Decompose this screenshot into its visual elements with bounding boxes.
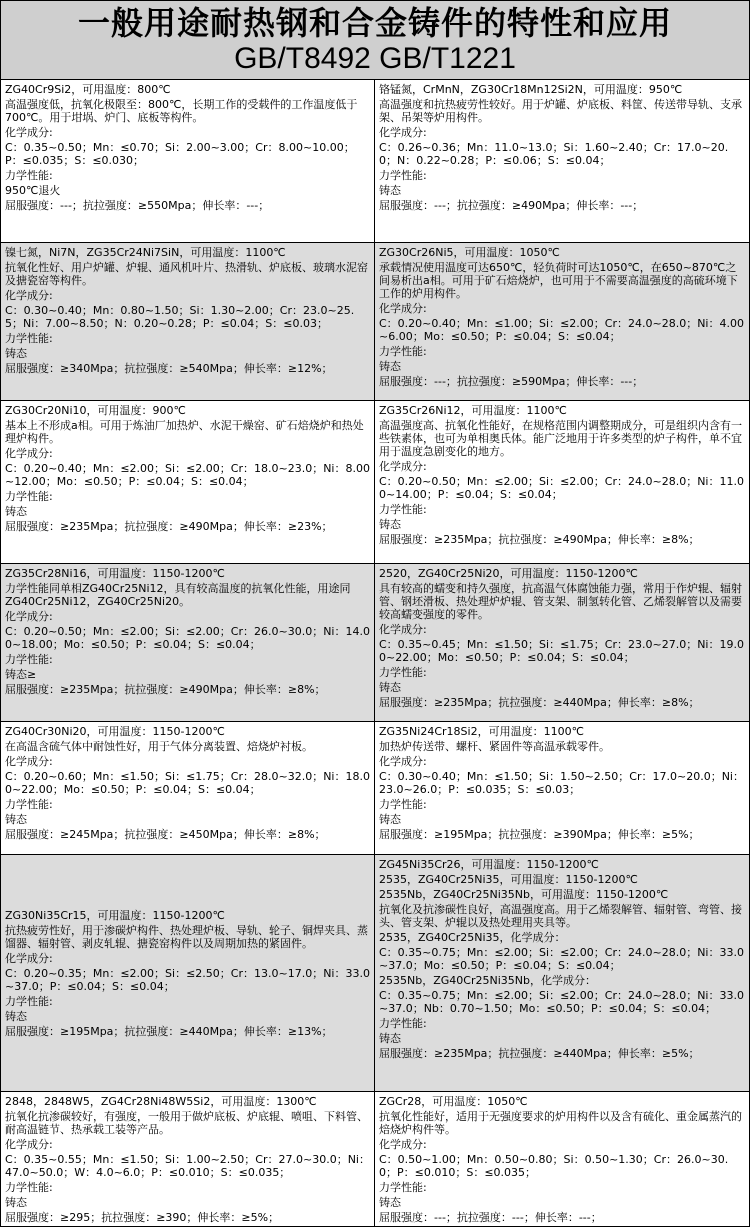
mech-properties: 屈服强度：≥235Mpa；抗拉强度：≥440Mpa；伸长率：≥5%； — [379, 1047, 700, 1060]
condition: 铸态≥ — [5, 668, 37, 681]
mech-properties: 屈服强度：≥235Mpa；抗拉强度：≥490Mpa；伸长率：≥8%； — [5, 683, 326, 696]
mech-properties: 屈服强度：---；抗拉强度：≥550Mpa；伸长率：---； — [5, 199, 270, 212]
alloy-cell — [1, 80, 375, 243]
chem-label: 化学成分: — [5, 610, 53, 623]
condition: 铸态 — [379, 1196, 401, 1209]
alloy-description: 高温强度高、抗氧化性能好，在规格范围内调整期成分，可是组织内含有一些铁素体，也可为单相奥氏体。能广泛地用于许多类型的炉子构件，单不宜用于温度急剧变化的地方。 — [379, 419, 742, 458]
mech-label: 力学性能: — [379, 503, 427, 516]
mech-properties: 屈服强度：≥295；抗拉强度：≥390；伸长率：≥5%； — [5, 1211, 280, 1224]
alloy-description: 力学性能同单相ZG40Cr25Ni12，具有较高温度的抗氧化性能，用途同ZG40Cr25Ni12，ZG40Cr25Ni20。 — [5, 582, 351, 608]
chem-label: 化学成分: — [379, 460, 427, 473]
standard-codes: GB/T8492 GB/T1221 — [234, 42, 516, 75]
alloy-cell — [1, 243, 375, 401]
header — [1, 1, 749, 80]
mech-properties: 屈服强度：≥235Mpa；抗拉强度：≥440Mpa；伸长率：≥8%； — [379, 696, 700, 709]
condition: 铸态 — [379, 813, 401, 826]
alloy-name: 2535Nb，ZG40Cr25Ni35Nb，可用温度：1150-1200℃ — [379, 888, 669, 901]
alloy-cell — [375, 243, 749, 401]
condition: 铸态 — [379, 1032, 401, 1045]
alloy-description: 高温强度和抗热疲劳性较好。用于炉罐、炉底板、料筐、传送带导轨、支承架、吊架等炉用构件。 — [379, 98, 742, 124]
chem-composition: C：0.20~0.40；Mn：≤1.00；Si：≤2.00；Cr：24.0~28.0；Ni：4.00~6.00；Mo：≤0.50；P：≤0.04；S：≤0.04； — [379, 317, 744, 343]
alloy-name: 2535，ZG40Cr25Ni35，可用温度：1150-1200℃ — [379, 873, 638, 886]
chem-composition: C：0.35~0.75；Mn：≤2.00；Si：≤2.00；Cr：24.0~28.0；Ni：33.0~37.0；Mo：≤0.50；P：≤0.04；S：≤0.04； — [379, 946, 744, 972]
chem-composition: C：0.20~0.35；Mn：≤2.00；Si：≤2.50；Cr：13.0~17.0；Ni：33.0~37.0；P：≤0.04；S：≤0.04； — [5, 966, 370, 993]
alloy-name: ZG40Cr9Si2，可用温度：800℃ — [5, 83, 171, 96]
alloy-cell — [1, 722, 375, 855]
condition: 950℃退火 — [5, 184, 61, 197]
condition: 铸态 — [5, 1196, 27, 1209]
alloy-name: 2848，2848W5，ZG4Cr28Ni48W5Si2，可用温度：1300℃ — [5, 1095, 317, 1108]
chem-composition: C：0.20~0.40；Mn：≤2.00；Si：≤2.00；Cr：18.0~23.0；Ni：8.00~12.00；Mo：≤0.50；P：≤0.04；S：≤0.04； — [5, 462, 370, 488]
chem-label: 化学成分: — [5, 126, 53, 139]
alloy-name: ZG30Cr20Ni10，可用温度：900℃ — [5, 404, 186, 417]
chem-composition: C：0.35~0.45；Mn：≤1.50；Si：≤1.75；Cr：23.0~27.0；Ni：19.00~22.00；Mo：≤0.50；P：≤0.04；S：≤0.04； — [379, 638, 744, 664]
alloy-cell — [1, 401, 375, 564]
alloy-description: 具有较高的蠕变和持久强度，抗高温气体腐蚀能力强，常用于作炉辊、辐射管、钢坯滑板、热处理炉炉辊、管支架、制氢转化管、乙烯裂解管以及需要较高蠕变强度的零件。 — [379, 582, 742, 621]
alloy-name: 镍七氮，Ni7N，ZG35Cr24Ni7SiN，可用温度：1100℃ — [5, 246, 286, 259]
chem-composition: C：0.30~0.40；Mn：0.80~1.50；Si：1.30~2.00；Cr：23.0~25.5；Ni：7.00~8.50；N：0.20~0.28；P：≤0.04；S：≤0.03； — [5, 304, 355, 330]
chem-composition: C：0.35~0.50；Mn：≤0.70；Si：2.00~3.00；Cr：8.00~10.00；P：≤0.035；S：≤0.030； — [5, 141, 355, 167]
chem-label: 化学成分: — [379, 302, 427, 315]
condition: 铸态 — [5, 1009, 27, 1023]
mech-label: 力学性能: — [5, 994, 53, 1008]
chem-composition: C：0.35~0.55；Mn：≤1.50；Si：1.00~2.50；Cr：27.0~30.0；Ni：47.0~50.0；W：4.0~6.0；P：≤0.010；S：≤0.035； — [5, 1153, 370, 1179]
condition: 铸态 — [5, 347, 27, 360]
alloy-cell — [1, 564, 375, 722]
mech-properties: 屈服强度：≥235Mpa；抗拉强度：≥490Mpa；伸长率：≥8%； — [379, 533, 700, 546]
alloy-name: ZG35Cr28Ni16，可用温度：1150-1200℃ — [5, 567, 225, 580]
condition: 铸态 — [379, 518, 401, 531]
alloy-cell — [375, 855, 749, 1092]
mech-label: 力学性能: — [379, 169, 427, 182]
chem-label: 化学成分: — [5, 951, 53, 965]
alloy-description: 抗氧化抗渗碳较好，有强度，一般用于做炉底板、炉底辊、喷咀、下料管、耐高温链节、热承载工装等产品。 — [5, 1110, 368, 1136]
chem-label: 化学成分: — [379, 623, 427, 636]
mech-label: 力学性能: — [379, 1017, 427, 1030]
chem-sublabel: 2535Nb，ZG40Cr25Ni35Nb，化学成分： — [379, 974, 596, 987]
alloy-cell — [375, 722, 749, 855]
alloy-table — [1, 80, 749, 1226]
condition: 铸态 — [379, 360, 401, 373]
mech-label: 力学性能: — [5, 798, 53, 811]
mech-label: 力学性能: — [5, 653, 53, 666]
mech-properties: 屈服强度：---；抗拉强度：---；伸长率：---； — [379, 1211, 602, 1224]
alloy-description: 抗热疲劳性好，用于渗碳炉构件、热处理炉板、导轨、轮子、铜焊夹具、蒸馏器、辐射管、剥皮轧辊、搪瓷窑构件以及周期加热的紧固件。 — [5, 923, 368, 950]
mech-properties: 屈服强度：≥245Mpa；抗拉强度：≥450Mpa；伸长率：≥8%； — [5, 828, 326, 841]
chem-label: 化学成分: — [5, 447, 53, 460]
alloy-name: ZG45Ni35Cr26，可用温度：1150-1200℃ — [379, 858, 599, 871]
alloy-name: ZG30Cr26Ni5，可用温度：1050℃ — [379, 246, 560, 259]
alloy-cell — [375, 401, 749, 564]
chem-label: 化学成分: — [5, 1138, 53, 1151]
mech-label: 力学性能: — [379, 666, 427, 679]
chem-sublabel: 2535，ZG40Cr25Ni35，化学成分： — [379, 931, 566, 944]
mech-label: 力学性能: — [5, 332, 53, 345]
mech-properties: 屈服强度：≥235Mpa；抗拉强度：≥490Mpa；伸长率：≥23%； — [5, 520, 333, 533]
alloy-description: 承载情况使用温度可达650℃，轻负荷时可达1050℃，在650~870℃之间易析出a相。可用于矿石焙烧炉，也可用于不需要高温强度的高硫环境下工作的炉用构件。 — [379, 261, 738, 300]
mech-label: 力学性能: — [5, 169, 53, 182]
alloy-cell — [375, 564, 749, 722]
chem-composition: C：0.35~0.75；Mn：≤2.00；Si：≤2.00；Cr：24.0~28.0；Ni：33.0~37.0；Nb：0.70~1.50；Mo：≤0.50；P：≤0.04；S：≤0.04； — [379, 989, 744, 1015]
chem-label: 化学成分: — [379, 126, 427, 139]
alloy-name: ZGCr28，可用温度：1050℃ — [379, 1095, 528, 1108]
alloy-name: ZG35Cr26Ni12，可用温度：1100℃ — [379, 404, 567, 417]
alloy-cell — [375, 1092, 749, 1226]
mech-label: 力学性能: — [379, 345, 427, 358]
chem-composition: C：0.26~0.36；Mn：11.0~13.0；Si：1.60~2.40；Cr：17.0~20.0；N：0.22~0.28；P：≤0.06；S：≤0.04； — [379, 141, 729, 167]
mech-label: 力学性能: — [379, 1181, 427, 1194]
chem-composition: C：0.20~0.60；Mn：≤1.50；Si：≤1.75；Cr：28.0~32.0；Ni：18.00~22.00；Mo：≤0.50；P：≤0.04；S：≤0.04； — [5, 770, 370, 796]
chem-label: 化学成分: — [379, 1138, 427, 1151]
alloy-description: 高温强度低，抗氧化极限至：800℃，长期工作的受载件的工作温度低于700℃。用于坩埚、炉门、底板等构件。 — [5, 98, 358, 124]
condition: 铸态 — [379, 184, 401, 197]
mech-properties: 屈服强度：≥195Mpa；抗拉强度：≥390Mpa；伸长率：≥5%； — [379, 828, 700, 841]
alloy-description: 基本上不形成a相。可用于炼油厂加热炉、水泥干燥窑、矿石焙烧炉和热处理炉构件。 — [5, 419, 364, 445]
alloy-description: 加热炉传送带、螺杆、紧固件等高温承载零件。 — [379, 740, 610, 753]
chem-composition: C：0.30~0.40；Mn：≤1.50；Si：1.50~2.50；Cr：17.0~20.0；Ni：23.0~26.0；P：≤0.035；S：≤0.03； — [379, 770, 744, 796]
mech-label: 力学性能: — [5, 490, 53, 503]
condition: 铸态 — [5, 505, 27, 518]
mech-label: 力学性能: — [379, 798, 427, 811]
alloy-name: ZG40Cr30Ni20，可用温度：1150-1200℃ — [5, 725, 225, 738]
page-title: 一般用途耐热钢和合金铸件的特性和应用 — [77, 4, 672, 42]
alloy-name: ZG30Ni35Cr15，可用温度：1150-1200℃ — [5, 908, 225, 922]
condition: 铸态 — [5, 813, 27, 826]
mech-properties: 屈服强度：≥340Mpa；抗拉强度：≥540Mpa；伸长率：≥12%； — [5, 362, 333, 375]
alloy-cell — [1, 1092, 375, 1226]
chem-label: 化学成分: — [5, 755, 53, 768]
alloy-description: 抗氧化性能好，适用于无强度要求的炉用构件以及含有硫化、重金属蒸汽的焙烧炉构件等。 — [379, 1110, 742, 1136]
chem-composition: C：0.50~1.00；Mn：0.50~0.80；Si：0.50~1.30；Cr：26.0~30.0；P：≤0.010；S：≤0.035； — [379, 1153, 729, 1179]
alloy-cell — [375, 80, 749, 243]
chem-label: 化学成分: — [5, 289, 53, 302]
chem-composition: C：0.20~0.50；Mn：≤2.00；Si：≤2.00；Cr：24.0~28.0；Ni：11.00~14.00；P：≤0.04；S：≤0.04； — [379, 475, 744, 501]
chem-label: 化学成分: — [379, 755, 427, 768]
mech-properties: 屈服强度：---；抗拉强度：≥490Mpa；伸长率：---； — [379, 199, 644, 212]
alloy-description: 抗氧化性好、用户炉罐、炉辊、通风机叶片、热滑轨、炉底板、玻璃水泥窑及搪瓷窑等构件。 — [5, 261, 368, 287]
alloy-description: 抗氧化及抗渗碳性良好，高温强度高。用于乙烯裂解管、辐射管、弯管、接头、管支架、炉辊以及热处理用夹具等。 — [379, 903, 742, 929]
mech-properties: 屈服强度：---；抗拉强度：≥590Mpa；伸长率：---； — [379, 375, 644, 388]
alloy-cell — [1, 855, 375, 1092]
condition: 铸态 — [379, 681, 401, 694]
alloy-description: 在高温含硫气体中耐蚀性好，用于气体分离装置、焙烧炉衬板。 — [5, 740, 313, 753]
mech-properties: 屈服强度：≥195Mpa；抗拉强度：≥440Mpa；伸长率：≥13%； — [5, 1024, 333, 1038]
chem-composition: C：0.20~0.50；Mn：≤2.00；Si：≤2.00；Cr：26.0~30.0；Ni：14.00~18.00；Mo：≤0.50；P：≤0.04；S：≤0.04； — [5, 625, 370, 651]
mech-label: 力学性能: — [5, 1181, 53, 1194]
alloy-name: ZG35Ni24Cr18Si2，可用温度：1100℃ — [379, 725, 584, 738]
alloy-name: 铬锰氮，CrMnN，ZG30Cr18Mn12Si2N，可用温度：950℃ — [379, 83, 683, 96]
alloy-name: 2520，ZG40Cr25Ni20，可用温度：1150-1200℃ — [379, 567, 638, 580]
